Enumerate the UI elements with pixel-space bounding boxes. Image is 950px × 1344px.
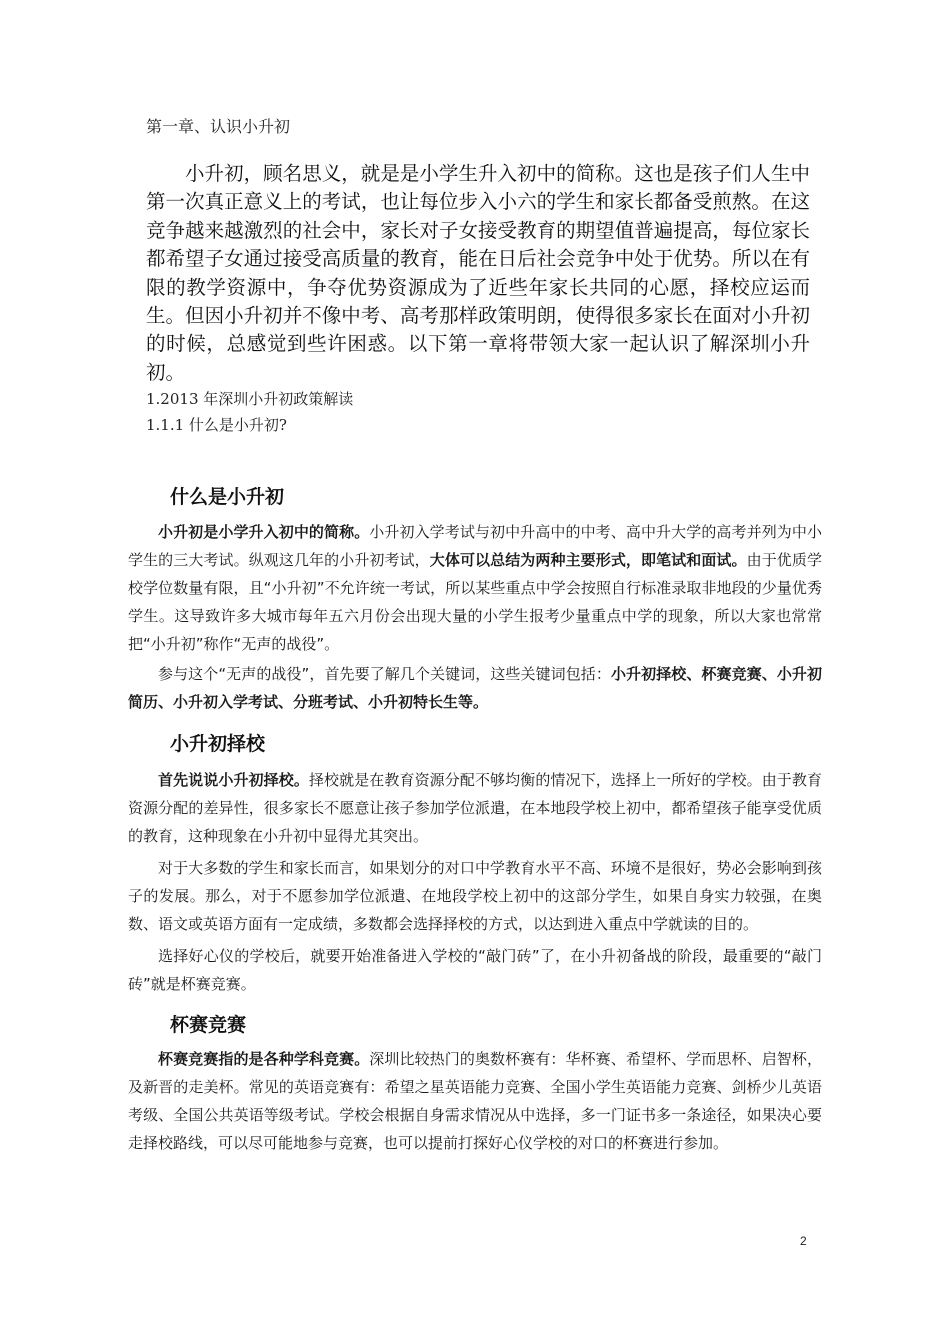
section-heading-1: 1.2013 年深圳小升初政策解读 (146, 390, 354, 408)
paragraph-keywords (128, 660, 822, 716)
paragraph-text: 深圳比较热门的奥数杯赛有：华杯赛、希望杯、学而思杯、启智杯，及新晋的走美杯。常见的英语竞赛有：希望之星英语能力竞赛、全国小学生英语能力竞赛、剑桥少儿英语考级、全国公共英语等级考试。学校会根据自身需求情况从中选择，多一门证书多一条途径，如果决心要走择校路线，可以尽可能地参与竞赛，也可以提前打探好心仪学校的对口的杯赛进行参加。 (128, 1050, 822, 1152)
intro-paragraph: 小升初，顾名思义，就是是小学生升入初中的简称。这也是孩子们人生中第一次真正意义上的考试，也让每位步入小六的学生和家长都备受煎熬。在这竞争越来越激烈的社会中，家长对子女接受教育的期望值普遍提高，每位家长都希望子女通过接受高质量的教育，能在日后社会竞争中处于优势。所以在有限的教学资源中，争夺优势资源成为了近些年家长共同的心愿，择校应运而生。但因小升初并不像中考、高考那样政策明朗，使得很多家长在面对小升初的时候，总感觉到些许困惑。以下第一章将带领大家一起认识了解深圳小升初。 (146, 162, 810, 384)
heading-what-is-xiaoshengchu: 什么是小升初 (170, 486, 285, 508)
section-heading-1-1-1: 1.1.1 什么是小升初? (146, 416, 287, 434)
paragraph-competitions (128, 1045, 822, 1157)
chapter-title: 第一章、认识小升初 (146, 117, 291, 136)
paragraph-definition (128, 518, 822, 658)
paragraph-text: 由于优质学校学位数量有限，且“小升初”不允许统一考试，所以某些重点中学会按照自行标准录取非地段的少量优秀学生。这导致许多大城市每年五六月份会出现大量的小学生报考少量重点中学的现象，所以大家也常常把“小升初”称作“无声的战役”。 (128, 551, 822, 653)
page-number: 2 (800, 1234, 807, 1248)
bold-keywords: 小升初择校、杯赛竞赛、小升初简历、小升初入学考试、分班考试、小升初特长生等。 (128, 665, 822, 711)
heading-cup-competitions: 杯赛竞赛 (170, 1014, 247, 1036)
paragraph-stepping-stone: 选择好心仪的学校后，就要开始准备进入学校的“敲门砖”了，在小升初备战的阶段，最重要的“敲门砖”就是杯赛竞赛。 (128, 947, 822, 993)
bold-lead: 首先说说小升初择校。 (158, 771, 309, 789)
heading-school-selection: 小升初择校 (170, 733, 266, 755)
paragraph-school-selection (128, 766, 822, 850)
paragraph-text: 参与这个“无声的战役”，首先要了解几个关键词，这些关键词包括： (158, 665, 611, 683)
bold-forms: 大体可以总结为两种主要形式，即笔试和面试。 (429, 551, 747, 569)
bold-lead: 杯赛竞赛指的是各种学科竞赛。 (158, 1050, 370, 1068)
bold-lead: 小升初是小学升入初中的简称。 (158, 523, 370, 541)
paragraph-text: 择校就是在教育资源分配不够均衡的情况下，选择上一所好的学校。由于教育资源分配的差异性，很多家长不愿意让孩子参加学位派遣，在本地段学校上初中，都希望孩子能享受优质的教育，这种现象在小升初中显得尤其突出。 (128, 771, 822, 845)
paragraph-text: 小升初入学考试与初中升高中的中考、高中升大学的高考并列为中小学生的三大考试。纵观这几年的小升初考试， (128, 523, 822, 569)
paragraph-allocation: 对于大多数的学生和家长而言，如果划分的对口中学教育水平不高、环境不是很好，势必会影响到孩子的发展。那么，对于不愿参加学位派遣、在地段学校上初中的这部分学生，如果自身实力较强，在奥数、语文或英语方面有一定成绩，多数都会选择择校的方式，以达到进入重点中学就读的目的。 (128, 859, 822, 933)
